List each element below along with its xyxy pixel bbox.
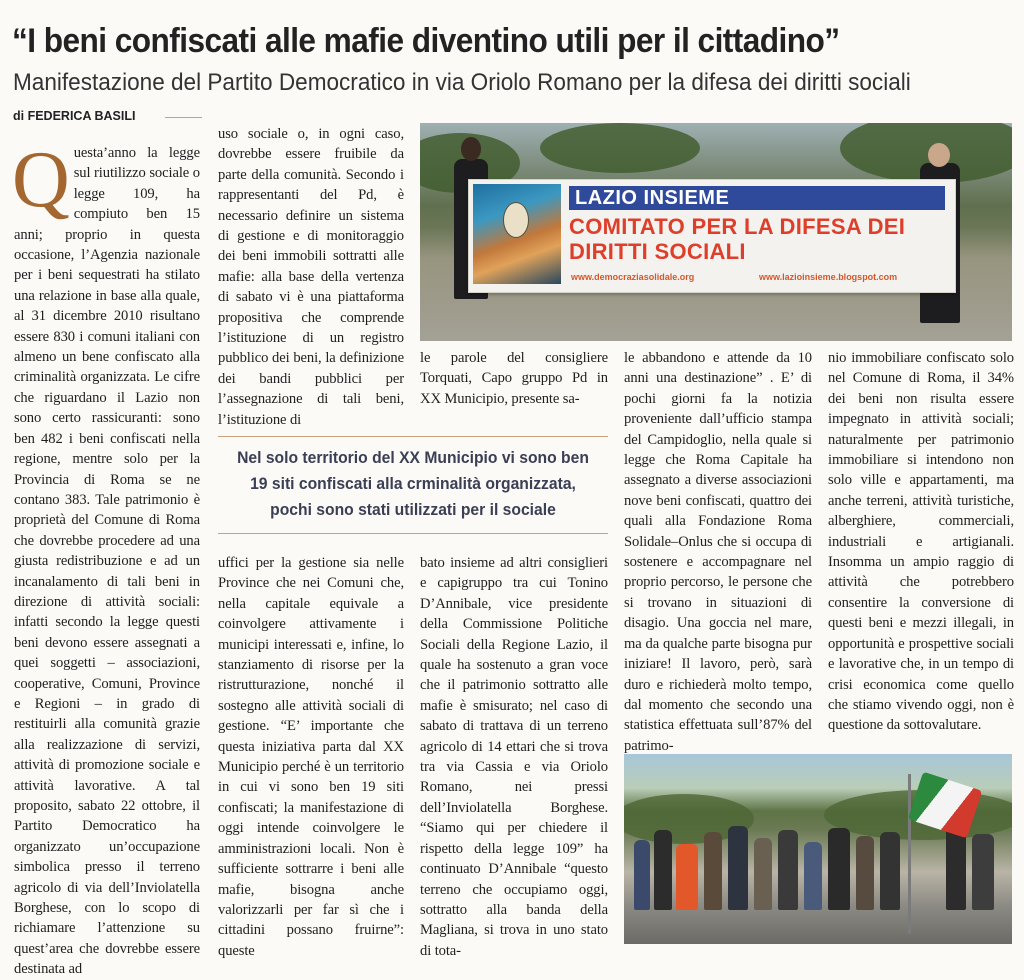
person-right-head (928, 143, 950, 167)
subheadline: Manifestazione del Partito Democratico in via Oriolo Romano per la difesa dei diritti sociali (13, 69, 911, 96)
crowd-person (804, 842, 822, 910)
article-column-6: uffici per la gestione sia nelle Province che nei Comuni che, nella capitale equivale a coinvolgere attivamente i municipi interessati e, infine, lo stanziamento di risorse per la ristrutturazione, nonché il sostegno alle attività sociali di gestione. “E’ importante che questa iniziativa parta dal XX Municipio perché è un territorio in cui vi sono ben 19 siti confiscati; la manifestazione di oggi intende coinvolgere le amministrazioni locali. Non è sufficiente sottrarre i beni alle mafie, bisogna anche valorizzarli per far sì che i cittadini possano fruirne”: queste (218, 555, 404, 959)
crowd-person (634, 840, 650, 910)
scream-painting-image (473, 184, 561, 284)
article-column-5: nio immobiliare confiscato solo nel Comune di Roma, il 34% dei beni non risulta essere impegnato in attività sociali; naturalmente per patrimonio immobiliare si intendono non solo ville e appartamenti, ma anche terreni, attività turistiche, alberghiere, commerciali, industriali e artigianali. Insomma un ampio raggio di attività che potrebbero consentire la conversione di questi beni e mezzi illegali, in opportunità e prospettive sociali e lavorative che, in un tempo di crisi economica come quello che stiamo vivendo oggi, non è questione da sottovalutare. (828, 350, 1014, 734)
crowd-person (828, 828, 850, 910)
dropcap: Q (12, 136, 70, 224)
byline-rule (165, 117, 202, 118)
article-column-1 (12, 136, 200, 978)
pull-quote-text: Nel solo territorio del XX Municipio vi sono ben 19 siti confiscati alla crminalità organizzata, pochi sono stati utilizzati per il sociale (237, 449, 589, 519)
article-column-7: bato insieme ad altri consiglieri e capigruppo tra cui Tonino D’Annibale, vice presidente della Commissione Politiche Sociali della Regione Lazio, il quale ha sostenuto a gran voce che il patrimonio sottratto alle mafie è smisurato; nel caso di sabato di trattava di un terreno agricolo di 14 ettari che si trova tra via Cassia e via Oriolo Romano, nei pressi dell’Inviolatella Borghese. “Siamo qui per chiedere il rispetto della legge 109” ha continuato D’Annibale “questo terreno che occupiamo oggi, sottratto alla banda della Magliana, si trova in uno stato di tota- (420, 555, 608, 959)
scream-face (503, 202, 529, 238)
person-left-head (461, 137, 481, 161)
banner-url-1: www.democraziasolidale.org (571, 272, 695, 282)
crowd-person (946, 826, 966, 910)
byline: di FEDERICA BASILI (13, 109, 136, 123)
flag-pole (908, 774, 911, 934)
crowd-person (654, 830, 672, 910)
tree-foliage (540, 123, 700, 173)
crowd-person (754, 838, 772, 910)
photo-protest-banner (420, 123, 1012, 341)
column-1-text: uesta’anno la legge sul riutilizzo sociale o legge 109, ha compiuto ben 15 anni; proprio in questa occasione, l’Agenzia nazionale per i beni sequestrati ha stilato una relazione in base alla quale, al 31 dicembre 2010 risultano essere 830 i comuni italiani con almeno un bene confiscato alla criminalità organizzata. Le cifre che riguardano il Lazio non sono certo rassicuranti: sono ben 482 i beni confiscati nella regione, mentre solo per la Provincia di Roma se ne contano 383. Tale patrimonio è proprietà del Comune di Roma che dovrebbe procedere ad una giusta redistribuzione e ad un incanalamento di tali beni in direzione di attività sociali: infatti secondo la legge questi beni devono essere assegnati a quei soggetti – associazioni, cooperative, Comuni, Province e Regioni – in grado di restituirli alla comunità grazie alla realizzazione di servizi, attività di promozione sociale e attività lavorative. A tal proposito, sabato 22 ottobre, il Partito Democratico ha organizzato un’occupazione simbolica presso il terreno agricolo di via dell’Inviolatella Borghese, con lo scopo di richiamare l’attenzione su quest’area che dovrebbe essere destinata ad (14, 145, 200, 978)
crowd-person (704, 832, 722, 910)
crowd-person (676, 844, 698, 910)
banner-main-text: COMITATO PER LA DIFESA DEI DIRITTI SOCIALI (569, 214, 906, 264)
crowd-person (972, 834, 994, 910)
banner-title: LAZIO INSIEME (569, 186, 945, 210)
article-column-3: le parole del consigliere Torquati, Capo gruppo Pd in XX Municipio, presente sa- (420, 350, 608, 407)
article-column-4: le abbandono e attende da 10 anni una destinazione” . E’ di pochi giorni fa la notizia proveniente dall’ufficio stampa del Campidoglio, nella quale si legge che Roma Capitale ha assegnato a diverse associazioni nove beni confiscati, quattro dei quali alla Fondazione Roma Solidale–Onlus che si occupa di sostenere e accompagnare nel proprio percorso, le persone che si trovano in situazioni di disagio. Una goccia nel mare, ma da qualche parte bisogna pur iniziare! Il lavoro, però, sarà duro e richiederà molto tempo, dal momento che secondo una statistica effettuata sull’87% del patrimo- (624, 350, 812, 754)
crowd-person (880, 832, 900, 910)
crowd-person (778, 830, 798, 910)
crowd-person (856, 836, 874, 910)
headline: “I beni confiscati alle mafie diventino utili per il cittadino” (12, 22, 840, 60)
banner-url-2: www.lazioinsieme.blogspot.com (759, 272, 898, 282)
article-column-2: uso sociale o, in ogni caso, dovrebbe essere fruibile da parte della comunità. Secondo i rappresentanti del Pd, è necessario definire un sistema di gestione e di monitoraggio dei beni immobili sottratti alle mafie: alla base della vertenza di sabato vi è una piattaforma propositiva che comprende l’istituzione di un registro pubblico dei beni, la definizione dei bandi pubblici per l’assegnazione di tali beni, l’istituzione di (218, 126, 404, 428)
crowd-person (728, 826, 748, 910)
photo-crowd (624, 754, 1012, 944)
protest-banner (468, 179, 956, 293)
pull-quote (218, 436, 608, 534)
